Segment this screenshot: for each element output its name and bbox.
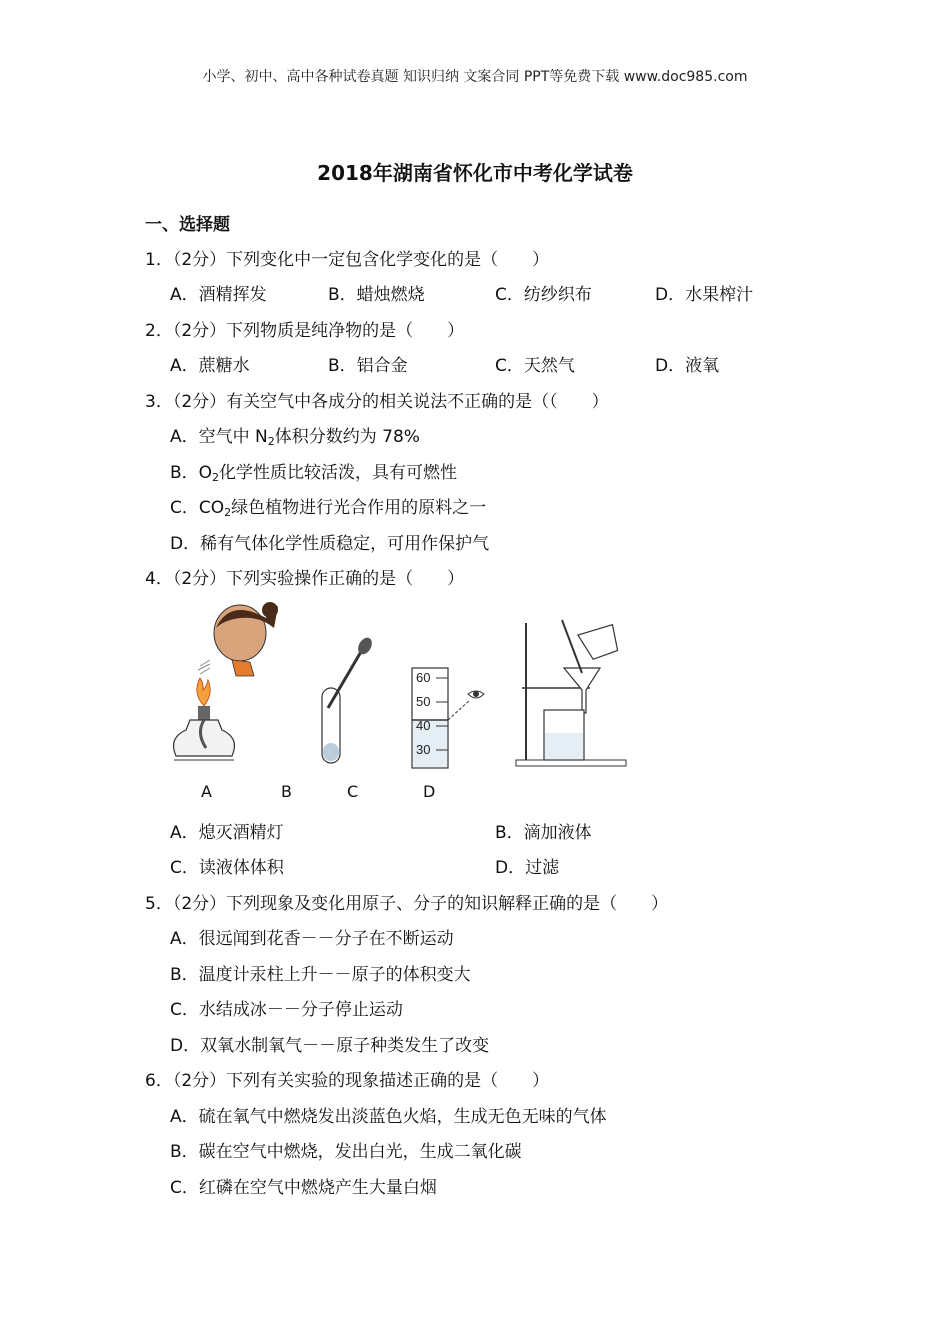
q4-option-d: D．过滤 <box>495 858 560 878</box>
q2-option-b: B．铝合金 <box>328 356 408 376</box>
q2-option-a: A．蔗糖水 <box>170 356 250 376</box>
q5-option-d: D．双氧水制氧气－－原子种类发生了改变 <box>170 1036 490 1056</box>
q2-option-c: C．天然气 <box>495 356 575 376</box>
q4-option-a: A．熄灭酒精灯 <box>170 823 284 843</box>
q6-option-a: A．硫在氧气中燃烧发出淡蓝色火焰，生成无色无味的气体 <box>170 1107 607 1127</box>
q6-option-c: C．红磷在空气中燃烧产生大量白烟 <box>170 1178 437 1198</box>
section-heading: 一、选择题 <box>145 215 230 235</box>
q5-option-b: B．温度计汞柱上升－－原子的体积变大 <box>170 965 471 985</box>
page-header: 小学、初中、高中各种试卷真题 知识归纳 文案合同 PPT等免费下载 www.doc985.com <box>202 69 748 85</box>
filtration-figure <box>516 620 626 766</box>
q1-stem: 1．（2分）下列变化中一定包含化学变化的是（ ） <box>145 250 550 270</box>
q4-stem: 4．（2分）下列实验操作正确的是（ ） <box>145 569 465 589</box>
q3-option-b: B．$O_2$化学性质比较活泼，具有可燃性 <box>170 463 458 484</box>
alcohol-lamp-figure <box>174 602 278 760</box>
q3-option-d: D．稀有气体化学性质稳定，可用作保护气 <box>170 534 490 554</box>
cylinder-tick-30: 30 <box>416 742 431 757</box>
figure-label-a: A <box>201 782 212 801</box>
q6-option-b: B．碳在空气中燃烧，发出白光，生成二氧化碳 <box>170 1142 522 1162</box>
q4-option-b: B．滴加液体 <box>495 823 592 843</box>
figure-label-b: B <box>281 782 292 801</box>
q4-lab-figure <box>170 598 630 773</box>
q5-stem: 5．（2分）下列现象及变化用原子、分子的知识解释正确的是（ ） <box>145 894 669 914</box>
q1-option-d: D．水果榨汁 <box>655 285 754 305</box>
q2-stem: 2．（2分）下列物质是纯净物的是（ ） <box>145 321 465 341</box>
graduated-cylinder-figure <box>412 668 484 768</box>
q1-option-c: C．纺纱织布 <box>495 285 592 305</box>
cylinder-tick-50: 50 <box>416 694 431 709</box>
q5-option-a: A．很远闻到花香－－分子在不断运动 <box>170 929 454 949</box>
dropper-test-tube-figure <box>322 635 375 763</box>
cylinder-tick-40: 40 <box>416 718 431 733</box>
cylinder-tick-60: 60 <box>416 670 431 685</box>
q3-stem: 3．（2分）有关空气中各成分的相关说法不正确的是（（ ） <box>145 392 609 412</box>
q5-option-c: C．水结成冰－－分子停止运动 <box>170 1000 403 1020</box>
figure-label-d: D <box>423 782 436 801</box>
page-title: 2018年湖南省怀化市中考化学试卷 <box>317 161 633 185</box>
q3-option-c: C．$CO_2$绿色植物进行光合作用的原料之一 <box>170 498 487 519</box>
q1-option-a: A．酒精挥发 <box>170 285 267 305</box>
figure-label-c: C <box>347 782 359 801</box>
q2-option-d: D．液氧 <box>655 356 720 376</box>
q3-option-a: A．空气中 $N_2$体积分数约为 78% <box>170 427 420 448</box>
q6-stem: 6．（2分）下列有关实验的现象描述正确的是（ ） <box>145 1071 550 1091</box>
q1-option-b: B．蜡烛燃烧 <box>328 285 425 305</box>
q4-option-c: C．读液体体积 <box>170 858 284 878</box>
